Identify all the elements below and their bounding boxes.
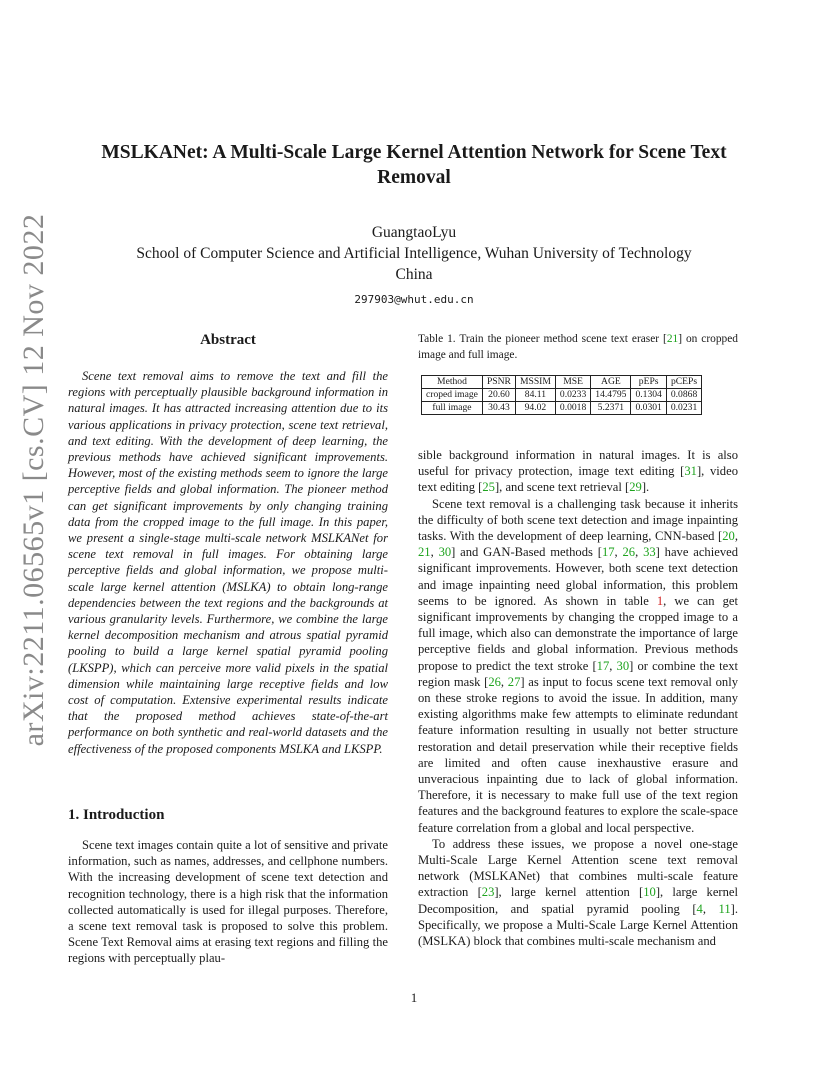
header-psnr: PSNR <box>482 376 515 389</box>
header-mssim: MSSIM <box>515 376 555 389</box>
table-header-row <box>422 376 702 389</box>
header-mse: MSE <box>555 376 590 389</box>
table-cell: 5.2371 <box>591 402 631 415</box>
intro-paragraph-1: Scene text images contain quite a lot of sensitive and private information, such as names, addresses, and cellphone numbers. With the increasing development of scene text detection and recognition technology, there is a high risk that the information collected automatically is used for illegal purposes. Therefore, a scene text removal task is proposed to solve this problem. Scene Text Removal aims at erasing text regions and filling the regions with perceptually plau- <box>68 838 388 966</box>
table-cell: 20.60 <box>482 389 515 402</box>
right-column-body <box>418 447 738 949</box>
table-cell: 84.11 <box>515 389 555 402</box>
author-email: 297903@whut.edu.cn <box>354 293 474 306</box>
country: China <box>395 266 433 283</box>
header-age: AGE <box>591 376 631 389</box>
header-method: Method <box>422 376 483 389</box>
title-line-1: MSLKANet: A Multi-Scale Large Kernel Attention Network for Scene Text <box>101 142 727 163</box>
table-cell: 0.1304 <box>631 389 666 402</box>
table-cell: 30.43 <box>482 402 515 415</box>
affiliation: School of Computer Science and Artificial Intelligence, Wuhan University of Technology <box>136 245 692 262</box>
table-row <box>422 402 702 415</box>
table-cell: 94.02 <box>515 402 555 415</box>
author-block <box>70 222 758 310</box>
table-cell: 0.0233 <box>555 389 590 402</box>
table-cell: 0.0301 <box>631 402 666 415</box>
right-paragraph-0: sible background information in natural images. It is also useful for privacy protection, image text editing [31], video text editing [25], and scene text retrieval [29]. <box>418 448 738 495</box>
intro-heading: 1. Introduction <box>68 807 165 823</box>
results-table <box>421 375 702 415</box>
table-row <box>422 389 702 402</box>
header-peps: pEPs <box>631 376 666 389</box>
intro-body <box>68 837 388 967</box>
arxiv-id: arXiv:2211.06565v1 [cs.CV] 12 Nov 2022 <box>17 213 50 747</box>
table-cell: 14.4795 <box>591 389 631 402</box>
author-name: GuangtaoLyu <box>371 224 457 241</box>
table-cell: 0.0231 <box>666 402 701 415</box>
abstract-heading: Abstract <box>200 332 256 348</box>
header-pceps: pCEPs <box>666 376 701 389</box>
abstract-body <box>68 368 388 757</box>
table-cell: full image <box>422 402 483 415</box>
right-paragraph-1: Scene text removal is a challenging task because it inherits the difficulty of both scene text detection and image inpainting tasks. With the development of deep learning, CNN-based [20, 21, 30] and GAN-Based methods [17, 26, 33] have achieved significant improvements. However, both scene text detection and image inpainting need global information, this problem seems to be ignored. As shown in table 1, we can get significant improvements by changing the cropped image to a full image, which also can demonstrate the importance of large perceptive fields and global information. Previous methods propose to predict the text stroke [17, 30] or combine the text region mask [26, 27] as input to focus scene text removal only on these stroke regions to avoid the issue. In addition, many existing algorithms make few attempts to eliminate redundant feature information resulting in usually not better structure restoration and detail preservation while their receptive fields are limited and often cause inexhaustive erasure and unveracious inpainting due to lack of global information. Therefore, it is necessary to make full use of the text region features and the background features to explore the scale-space feature correlation from a global and local perspective. <box>418 496 739 835</box>
table-cell: croped image <box>422 389 483 402</box>
abstract-text: Scene text removal aims to remove the text and fill the regions with perceptually plausible background information in natural images. It has attracted increasing attention due to its various applications in privacy protection, scene text retrieval, and text editing. With the development of deep learning, the previous methods have achieved significant improvements. However, most of the existing methods seem to ignore the large perceptive fields and global information. The pioneer method can get significant improvements by only changing training data from the cropped image to the full image. In this paper, we present a single-stage multi-scale network MSLKANet for scene text removal in full images. For obtaining large perceptive fields and global information, we propose multi-scale large kernel attention (MSLKA) to obtain long-range dependencies between the text regions and the backgrounds at various granularity levels. Furthermore, we combine the large kernel decomposition mechanism and atrous spatial pyramid pooling to build a large kernel spatial pyramid pooling (LKSPP), which can perceive more valid pixels in the spatial dimension while maintaining large receptive fields and low cost of computation. Extensive experimental results indicate that the proposed method achieves state-of-the-art performance on both synthetic and real-world datasets and the effectiveness of the proposed components MSLKA and LKSPP. <box>68 369 388 756</box>
page-number: 1 <box>410 990 418 1005</box>
table-cell: 0.0018 <box>555 402 590 415</box>
title-line-2: Removal <box>377 167 451 188</box>
right-paragraph-2: To address these issues, we propose a novel one-stage Multi-Scale Large Kernel Attention scene text removal network (MSLKANet) that combines multi-scale feature extraction [23], large kernel attention [10], large kernel Decomposition, and spatial pyramid pooling [4, 11]. Specifically, we propose a Multi-Scale Large Kernel Attention (MSLKA) block that combines multi-scale mechanism and <box>418 836 739 949</box>
arxiv-stamp <box>14 213 54 747</box>
paper-title <box>70 140 758 190</box>
table-cell: 0.0868 <box>666 389 701 402</box>
table-caption: Table 1. Train the pioneer method scene text eraser [21] on cropped image and full image. <box>418 333 738 361</box>
